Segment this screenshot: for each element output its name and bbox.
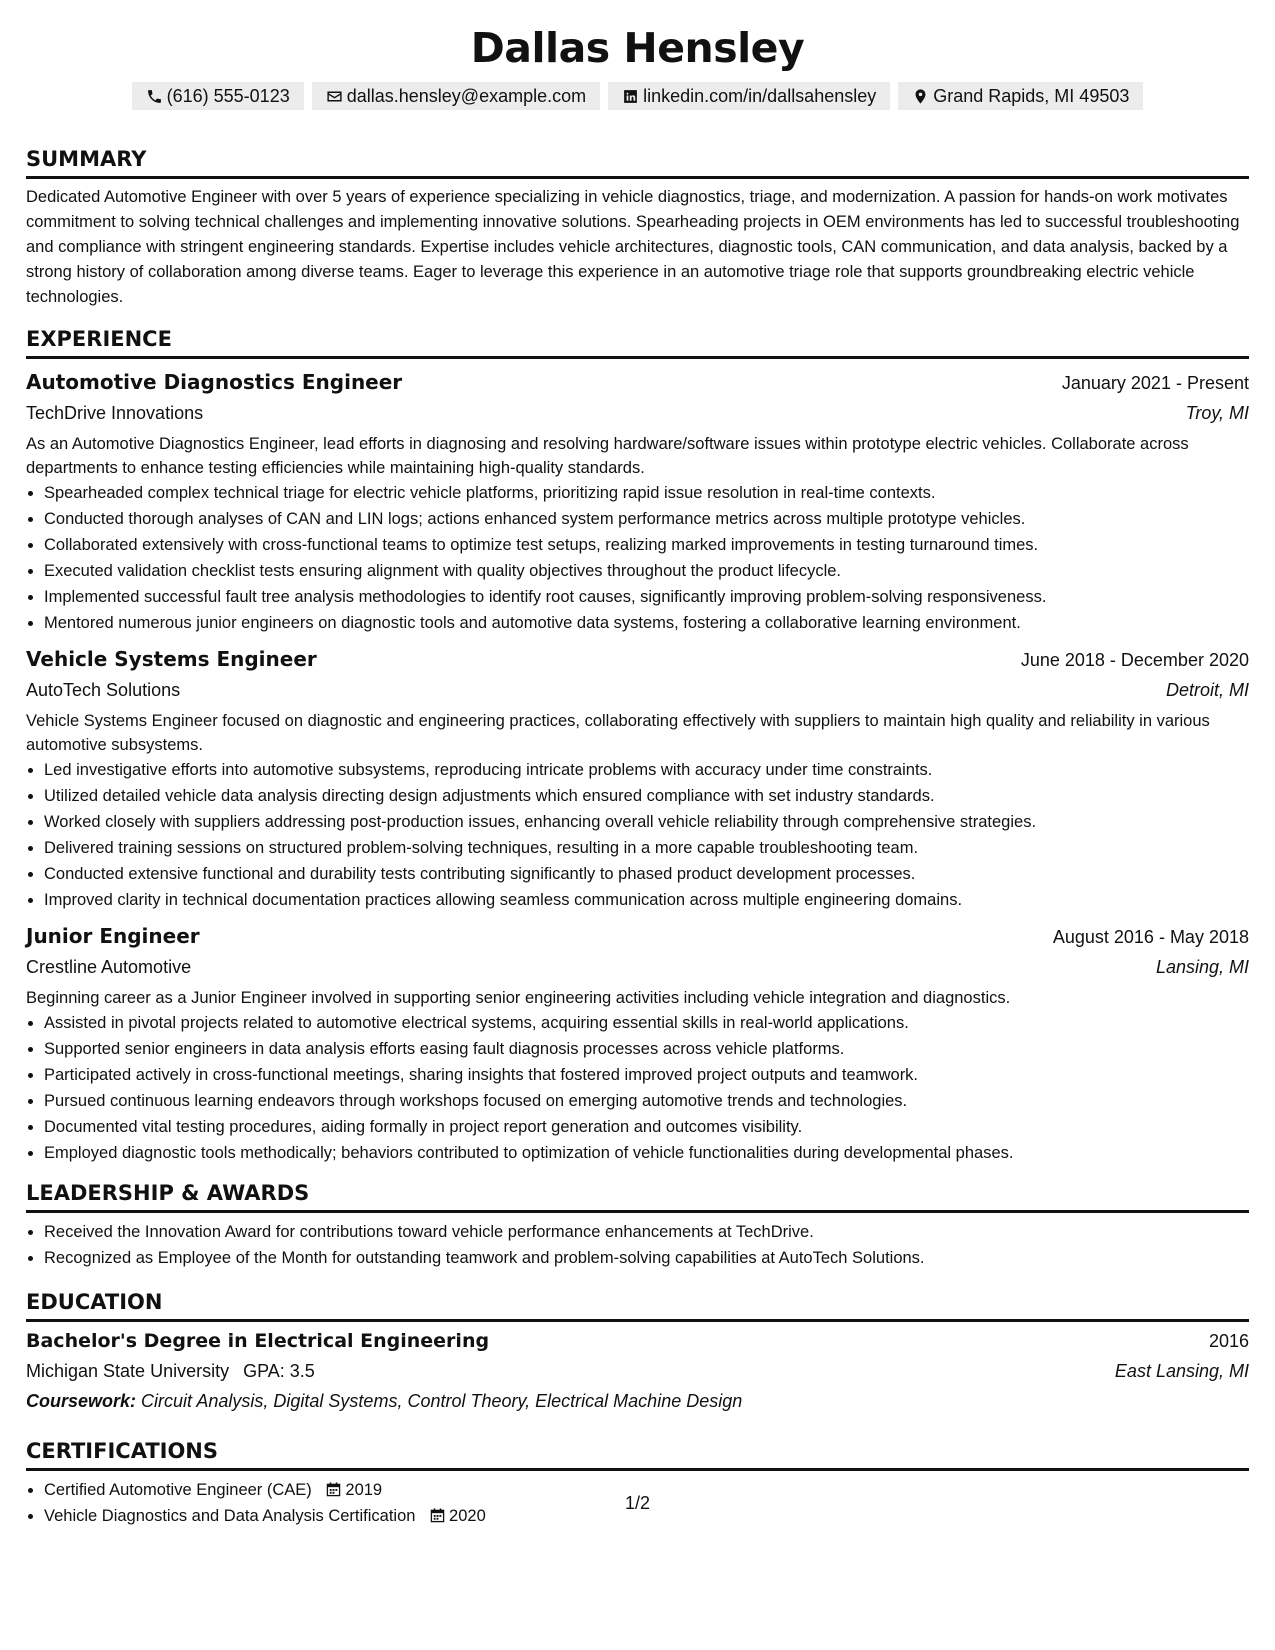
- coursework: [26, 1386, 1249, 1416]
- job-dates: August 2016 - May 2018: [1052, 927, 1249, 947]
- job-description: Vehicle Systems Engineer focused on diagnostic and engineering practices, collaborating effectively with suppliers to maintain high quality and reliability in various automotive subsystems.: [26, 712, 1210, 754]
- list-item: • Conducted extensive functional and durability tests contributing significantly to phased product development processes.: [44, 861, 1249, 887]
- candidate-name: Dallas Hensley: [470, 24, 805, 72]
- phone-text: (616) 555-0123: [166, 86, 290, 106]
- list-item: • Recognized as Employee of the Month for outstanding teamwork and problem-solving capabilities at AutoTech Solutions.: [44, 1245, 1249, 1271]
- list-item: • Led investigative efforts into automotive subsystems, reproducing intricate problems with accuracy under time constraints.: [44, 757, 1249, 783]
- list-item: • Supported senior engineers in data analysis efforts easing fault diagnosis processes across vehicle platforms.: [44, 1036, 1249, 1062]
- list-item: • Conducted thorough analyses of CAN and LIN logs; actions enhanced system performance metrics across multiple prototype vehicles.: [44, 506, 1249, 532]
- graduation-year: 2016: [1208, 1331, 1249, 1351]
- education-heading: EDUCATION: [26, 1289, 1249, 1322]
- job-bullets: [26, 757, 1249, 913]
- list-item: • Spearheaded complex technical triage for electric vehicle platforms, prioritizing rapid issue resolution in real-time contexts.: [44, 480, 1249, 506]
- contact-bar: [26, 82, 1249, 110]
- experience-section: [26, 326, 1249, 1166]
- job-bullets: [26, 1010, 1249, 1166]
- list-item: • Assisted in pivotal projects related to automotive electrical systems, acquiring essential skills in real-world applications.: [44, 1010, 1249, 1036]
- job-location: Lansing, MI: [1155, 957, 1249, 977]
- list-item: • Worked closely with suppliers addressing post-production issues, enhancing overall vehicle reliability through comprehensive strategies.: [44, 809, 1249, 835]
- list-item: • Implemented successful fault tree analysis methodologies to identify root causes, significantly improving problem-solving responsiveness.: [44, 584, 1249, 610]
- job-company: TechDrive Innovations: [26, 403, 204, 423]
- list-item: • Pursued continuous learning endeavors through workshops focused on emerging automotive trends and technologies.: [44, 1088, 1249, 1114]
- job-description: Beginning career as a Junior Engineer involved in supporting senior engineering activities including vehicle integration and diagnostics.: [26, 989, 1011, 1007]
- contact-email[interactable]: [312, 82, 600, 110]
- job-entry: [26, 367, 1249, 636]
- list-item: • Received the Innovation Award for contributions toward vehicle performance enhancements at TechDrive.: [44, 1219, 1249, 1245]
- list-item: • Utilized detailed vehicle data analysis directing design adjustments which ensured compliance with set industry standards.: [44, 783, 1249, 809]
- job-dates: June 2018 - December 2020: [1020, 650, 1249, 670]
- cert-year: 2019: [345, 1481, 383, 1499]
- certifications-section: [26, 1438, 1249, 1529]
- coursework-label: Coursework:: [26, 1391, 137, 1411]
- leadership-bullets: [26, 1219, 1249, 1271]
- contact-linkedin[interactable]: [608, 82, 890, 110]
- page-number: 1/2: [624, 1493, 651, 1513]
- phone-icon: [146, 88, 163, 105]
- gpa: GPA: 3.5: [243, 1361, 315, 1381]
- coursework-list: Circuit Analysis, Digital Systems, Control Theory, Electrical Machine Design: [141, 1391, 743, 1411]
- cert-name: Vehicle Diagnostics and Data Analysis Certification: [44, 1507, 416, 1525]
- job-company: Crestline Automotive: [26, 957, 192, 977]
- leadership-heading: LEADERSHIP & AWARDS: [26, 1180, 1249, 1213]
- job-entry: [26, 644, 1249, 913]
- summary-section: [26, 146, 1249, 310]
- email-text: dallas.hensley@example.com: [346, 86, 587, 106]
- job-bullets: [26, 480, 1249, 636]
- job-location: Detroit, MI: [1165, 680, 1249, 700]
- job-entry: [26, 921, 1249, 1166]
- map-pin-icon: [912, 88, 929, 105]
- list-item: • Executed validation checklist tests ensuring alignment with quality objectives throughout the product lifecycle.: [44, 558, 1249, 584]
- education-section: [26, 1289, 1249, 1416]
- cert-year: 2020: [449, 1507, 486, 1525]
- leadership-section: [26, 1180, 1249, 1271]
- job-title: Vehicle Systems Engineer: [26, 647, 317, 671]
- list-item: • Participated actively in cross-functional meetings, sharing insights that fostered improved project outputs and teamwork.: [44, 1062, 1249, 1088]
- job-dates: January 2021 - Present: [1061, 373, 1249, 393]
- list-item: • Delivered training sessions on structured problem-solving techniques, resulting in a more capable troubleshooting team.: [44, 835, 1249, 861]
- location-text: Grand Rapids, MI 49503: [933, 86, 1130, 106]
- job-title: Automotive Diagnostics Engineer: [26, 370, 403, 394]
- summary-text: Dedicated Automotive Engineer with over 5 years of experience specializing in vehicle diagnostics, triage, and modernization. A passion for hands-on work motivates commitment to solving technical challenges and implementing innovative solutions. Spearheading projects in OEM environments has led to successful troubleshooting and compliance with stringent engineering standards. Expertise includes vehicle architectures, diagnostic tools, CAN communication, and data analysis, backed by a strong history of collaboration among diverse teams. Eager to leverage this experience in an automotive triage role that supports groundbreaking electric vehicle technologies.: [26, 188, 1240, 306]
- list-item: • Collaborated extensively with cross-functional teams to optimize test setups, realizing marked improvements in testing turnaround times.: [44, 532, 1249, 558]
- summary-heading: SUMMARY: [26, 146, 1249, 179]
- cert-name: Certified Automotive Engineer (CAE): [44, 1481, 312, 1499]
- job-company: AutoTech Solutions: [26, 680, 181, 700]
- list-item: • Mentored numerous junior engineers on diagnostic tools and automotive data systems, fostering a collaborative learning environment.: [44, 610, 1249, 636]
- job-description: As an Automotive Diagnostics Engineer, lead efforts in diagnosing and resolving hardware/software issues within prototype electric vehicles. Collaborate across departments to enhance testing efficiencies while maintaining high-quality standards.: [26, 435, 1189, 477]
- list-item: • Improved clarity in technical documentation practices allowing seamless communication across multiple engineering domains.: [44, 887, 1249, 913]
- school-location: East Lansing, MI: [1114, 1361, 1249, 1381]
- linkedin-text: linkedin.com/in/dallsahensley: [643, 86, 877, 106]
- school-name: Michigan State University: [26, 1361, 230, 1381]
- contact-phone[interactable]: [132, 82, 304, 110]
- envelope-icon: [326, 88, 343, 105]
- degree-title: Bachelor's Degree in Electrical Engineering: [26, 1330, 490, 1352]
- linkedin-icon: [622, 88, 639, 105]
- contact-location: [898, 82, 1143, 110]
- job-title: Junior Engineer: [26, 924, 200, 948]
- experience-heading: EXPERIENCE: [26, 326, 1249, 359]
- job-location: Troy, MI: [1185, 403, 1249, 423]
- list-item: • Employed diagnostic tools methodically; behaviors contributed to optimization of vehicle functionalities during developmental phases.: [44, 1140, 1249, 1166]
- list-item: • Documented vital testing procedures, aiding formally in project report generation and outcomes visibility.: [44, 1114, 1249, 1140]
- certifications-heading: CERTIFICATIONS: [26, 1438, 1249, 1471]
